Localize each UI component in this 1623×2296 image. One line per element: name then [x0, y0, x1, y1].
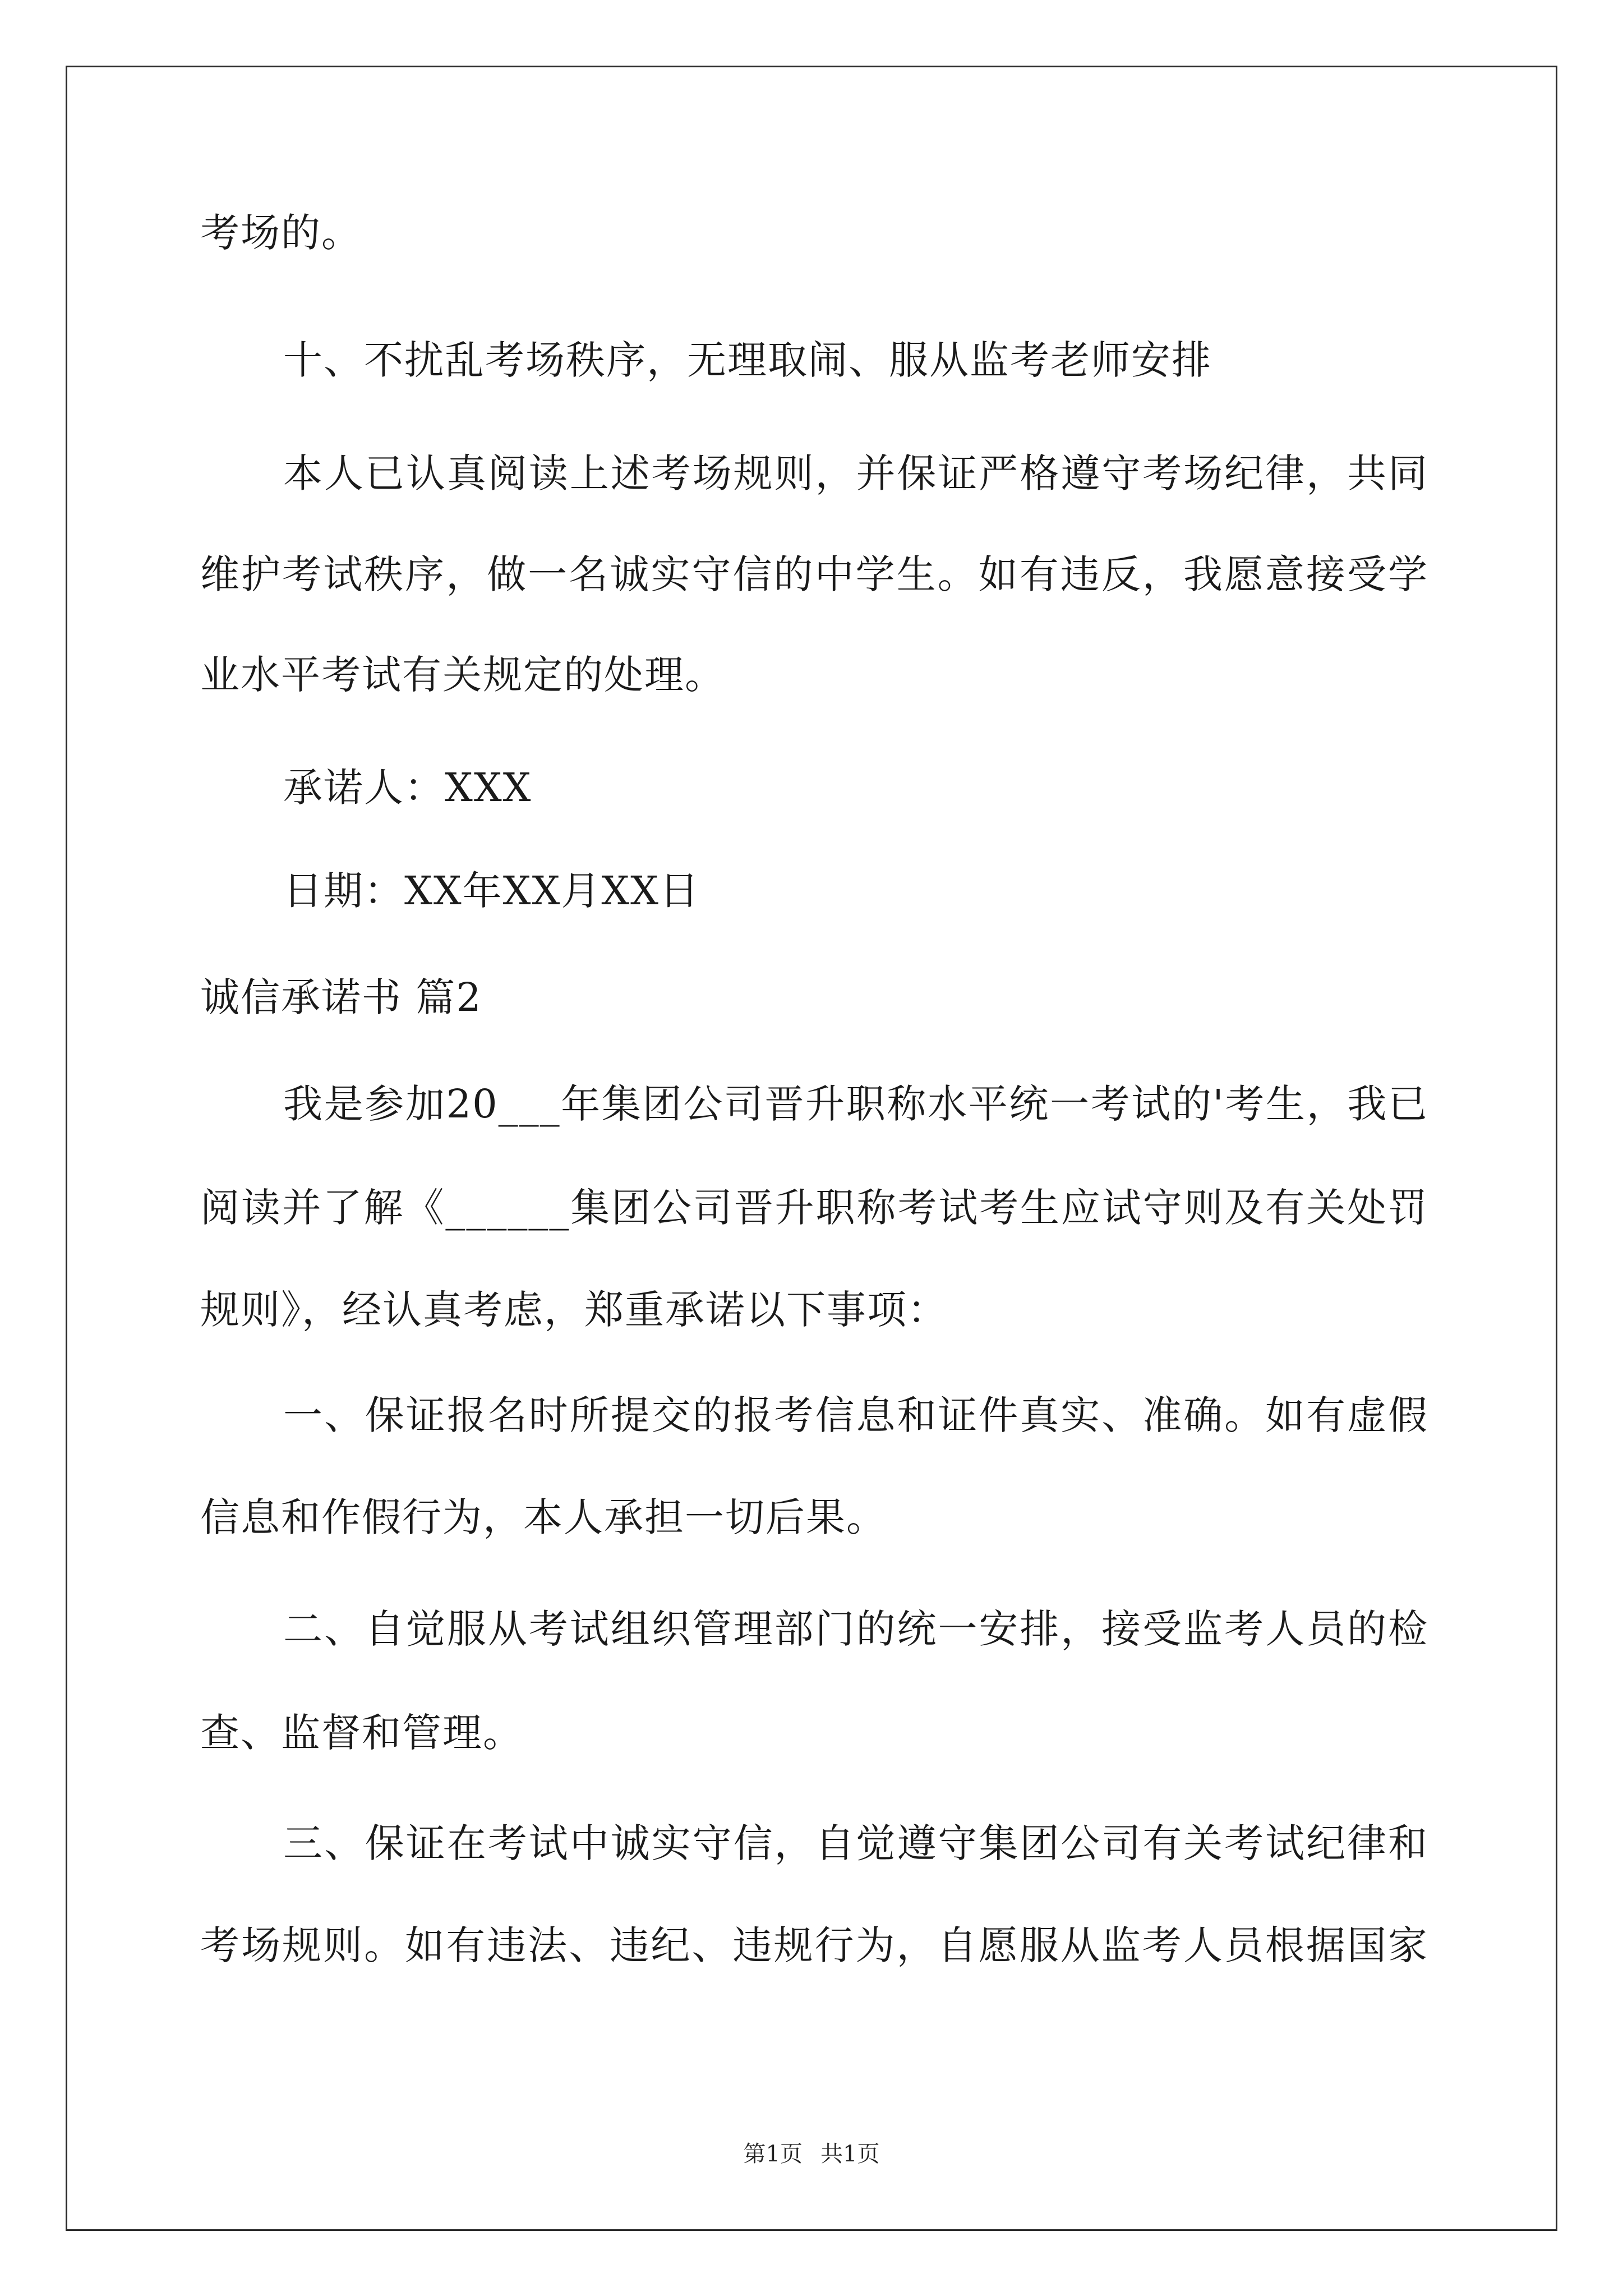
text-line: 业水平考试有关规定的处理。: [200, 652, 725, 698]
text-line: 考场规则。如有违法、违纪、违规行为，自愿服从监考人员根据国家: [200, 1922, 1428, 1968]
text-line: 三、保证在考试中诚实守信，自觉遵守集团公司有关考试纪律和: [283, 1820, 1428, 1866]
text-line: 我是参加20___年集团公司晋升职称水平统一考试的'考生，我已: [283, 1081, 1428, 1127]
text-line: 二、自觉服从考试组织管理部门的统一安排，接受监考人员的检: [283, 1606, 1428, 1652]
date-line: 日期：XX年XX月XX日: [283, 868, 700, 914]
text-line: 查、监督和管理。: [200, 1710, 523, 1756]
text-line: 阅读并了解《______集团公司晋升职称考试考生应试守则及有关处罚: [200, 1185, 1428, 1231]
text-line: 一、保证报名时所提交的报考信息和证件真实、准确。如有虚假: [283, 1392, 1428, 1438]
section-heading: 诚信承诺书 篇2: [200, 974, 482, 1020]
page-border: [66, 66, 1557, 2231]
signatory-line: 承诺人：XXX: [283, 765, 532, 811]
text-line: 维护考试秩序，做一名诚实守信的中学生。如有违反，我愿意接受学: [200, 551, 1428, 597]
text-line: 十、不扰乱考场秩序，无理取闹、服从监考老师安排: [283, 337, 1212, 383]
page-number: 第1页: [743, 2141, 803, 2167]
page-footer: [0, 2140, 1623, 2168]
text-line: 本人已认真阅读上述考场规则，并保证严格遵守考场纪律，共同: [283, 450, 1428, 496]
text-line: 信息和作假行为，本人承担一切后果。: [200, 1494, 887, 1540]
text-line: 考场的。: [200, 210, 362, 256]
text-line: 规则》，经认真考虑，郑重承诺以下事项：: [200, 1287, 948, 1333]
page-total: 共1页: [820, 2141, 880, 2167]
